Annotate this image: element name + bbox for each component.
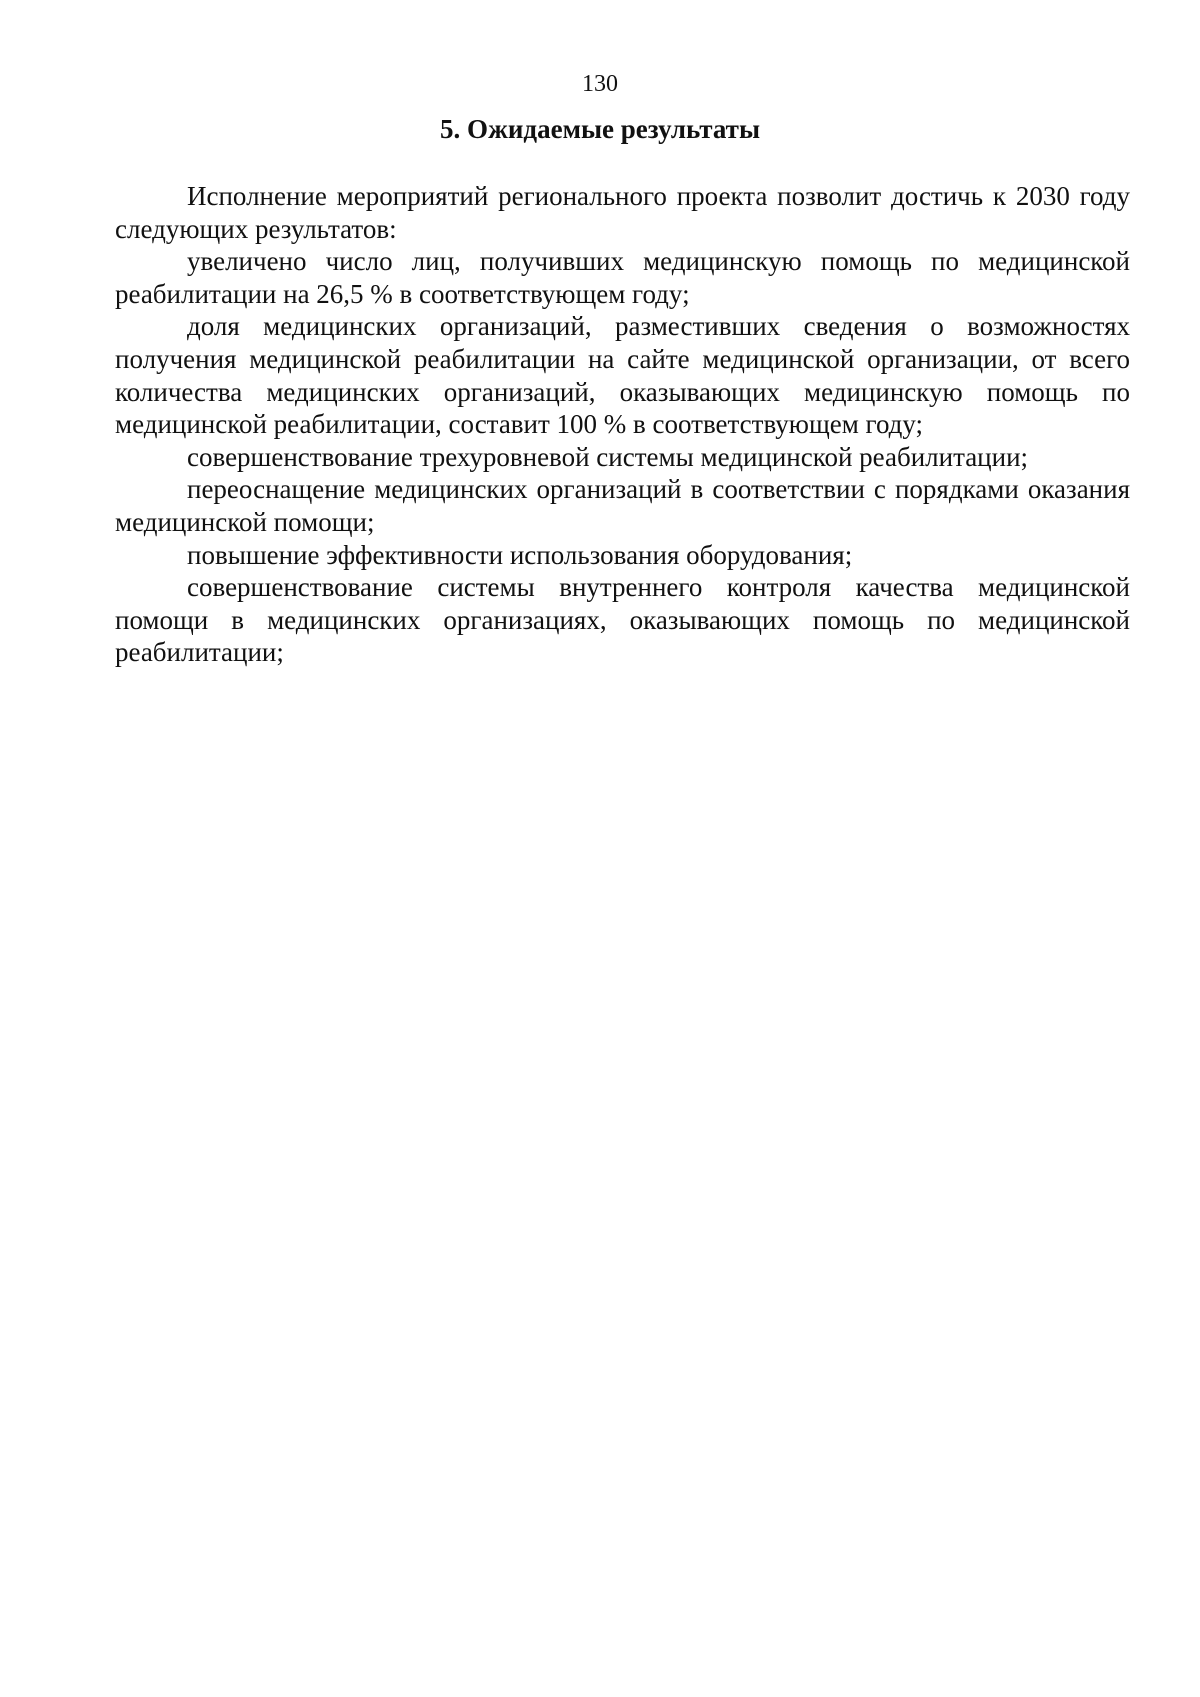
paragraph-result-rehab-count: увеличено число лиц, получивших медицинскую помощь по медицинской реабилитации на 26,5 % в соответствующем году;: [115, 246, 1130, 309]
section-title: 5. Ожидаемые результаты: [439, 114, 761, 144]
page-number: 130: [582, 71, 618, 97]
paragraph-result-info-share: доля медицинских организаций, разместивших сведения о возможностях получения медицинской реабилитации на сайте медицинской организации, от всего количества медицинских организаций, оказывающих медицинскую помощь по медицинской реабилитации, составит 100 % в соответствующем году;: [115, 311, 1130, 440]
paragraph-result-quality-control: совершенствование системы внутреннего контроля качества медицинской помощи в медицинских организациях, оказывающих помощь по медицинской реабилитации;: [115, 572, 1130, 668]
paragraph-intro: Исполнение мероприятий регионального проекта позволит достичь к 2030 году следующих результатов:: [115, 181, 1130, 244]
paragraph-result-three-level-system: совершенствование трехуровневой системы медицинской реабилитации;: [187, 441, 1029, 472]
paragraph-result-reequipment: переоснащение медицинских организаций в соответствии с порядками оказания медицинской помощи;: [115, 474, 1130, 537]
body-text: [115, 180, 1130, 669]
paragraph-result-equipment-efficiency: повышение эффективности использования оборудования;: [187, 539, 853, 570]
